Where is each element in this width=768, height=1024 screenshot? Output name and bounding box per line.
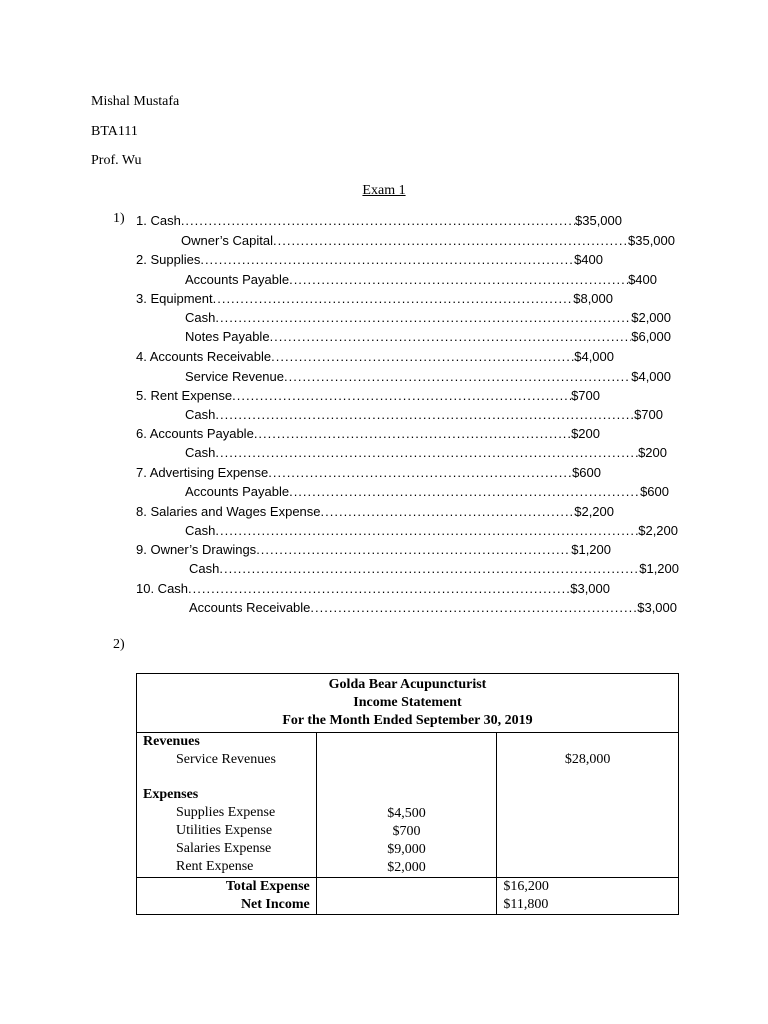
debit-amount: $700	[571, 388, 600, 403]
journal-line	[136, 500, 614, 519]
dot-leader	[268, 465, 572, 480]
expense-amount: $700	[392, 824, 421, 839]
dot-leader	[271, 349, 574, 364]
question-1-number: 1)	[113, 211, 125, 226]
dot-leader	[270, 329, 632, 344]
account-label: 10. Cash	[136, 581, 189, 596]
account-label: 8. Salaries and Wages Expense	[136, 504, 321, 519]
account-label: Owner’s Capital	[181, 233, 274, 248]
dot-leader	[256, 542, 571, 557]
debit-amount: $600	[572, 465, 601, 480]
dot-leader	[254, 426, 571, 441]
journal-line	[185, 268, 657, 287]
dot-leader	[273, 233, 628, 248]
debit-amount: $4,000	[574, 349, 614, 364]
dot-leader	[284, 369, 631, 384]
net-income-label: Net Income	[240, 897, 310, 912]
journal-line	[185, 306, 671, 325]
totals-amounts-cell	[497, 878, 679, 915]
account-label: Cash	[185, 310, 216, 325]
account-label: 4. Accounts Receivable	[136, 349, 272, 364]
account-label: 9. Owner’s Drawings	[136, 542, 257, 557]
journal-line	[136, 345, 614, 364]
dot-leader	[215, 310, 631, 325]
account-label: 3. Equipment	[136, 291, 213, 306]
credit-amount: $600	[640, 484, 669, 499]
service-revenues-label: Service Revenues	[176, 752, 276, 767]
dot-leader	[232, 388, 571, 403]
journal-line	[185, 365, 671, 384]
statement-period: For the Month Ended September 30, 2019	[282, 713, 533, 728]
journal-line	[136, 209, 622, 228]
dot-leader	[215, 523, 638, 538]
credit-amount: $1,200	[639, 561, 679, 576]
dot-leader	[188, 581, 570, 596]
dot-leader	[215, 445, 638, 460]
labels-cell	[137, 733, 317, 878]
student-name: Mishal Mustafa	[91, 94, 180, 109]
account-label: 7. Advertising Expense	[136, 465, 269, 480]
debit-amount: $8,000	[573, 291, 613, 306]
account-label: Cash	[185, 407, 216, 422]
expense-amount: $9,000	[387, 842, 426, 857]
table-row	[137, 733, 679, 878]
dot-leader	[200, 252, 574, 267]
expense-label: Rent Expense	[176, 859, 254, 874]
total-expense-label: Total Expense	[225, 879, 310, 894]
account-label: Cash	[189, 561, 220, 576]
expense-amounts-cell	[316, 733, 497, 878]
professor-name: Prof. Wu	[91, 153, 142, 168]
credit-amount: $3,000	[637, 600, 677, 615]
journal-line	[136, 248, 603, 267]
table-row	[137, 878, 679, 915]
course-code: BTA111	[91, 124, 138, 139]
dot-leader	[219, 561, 639, 576]
journal-line	[136, 422, 600, 441]
journal-line	[185, 441, 667, 460]
totals-labels-cell	[137, 878, 317, 915]
journal-line	[181, 229, 675, 248]
debit-amount: $2,200	[574, 504, 614, 519]
credit-amount: $200	[638, 445, 667, 460]
question-2-number: 2)	[113, 637, 125, 652]
credit-amount: $6,000	[631, 329, 671, 344]
dot-leader	[289, 272, 628, 287]
account-label: Notes Payable	[185, 329, 270, 344]
debit-amount: $3,000	[570, 581, 610, 596]
dot-leader	[289, 484, 640, 499]
account-label: Cash	[185, 523, 216, 538]
empty-cell	[316, 878, 497, 915]
journal-line	[189, 596, 677, 615]
debit-amount: $1,200	[571, 542, 611, 557]
statement-name: Income Statement	[353, 695, 462, 710]
dot-leader	[213, 291, 574, 306]
revenues-heading: Revenues	[143, 734, 200, 749]
expense-amount: $2,000	[387, 860, 426, 875]
account-label: Cash	[185, 445, 216, 460]
account-label: 1. Cash	[136, 213, 181, 228]
service-revenues-amount: $28,000	[564, 752, 611, 767]
debit-amount: $35,000	[575, 213, 622, 228]
expense-label: Utilities Expense	[176, 823, 273, 838]
expense-label: Salaries Expense	[176, 841, 272, 856]
journal-line	[136, 577, 610, 596]
expense-amount: $4,500	[387, 806, 426, 821]
account-label: 6. Accounts Payable	[136, 426, 254, 441]
company-name: Golda Bear Acupuncturist	[328, 677, 487, 692]
journal-line	[136, 384, 600, 403]
expense-label: Supplies Expense	[176, 805, 276, 820]
account-label: 2. Supplies	[136, 252, 201, 267]
income-statement	[136, 673, 679, 915]
credit-amount: $2,000	[631, 310, 671, 325]
journal-line	[136, 538, 611, 557]
credit-amount: $2,200	[638, 523, 678, 538]
account-label: Service Revenue	[185, 369, 284, 384]
credit-amount: $4,000	[631, 369, 671, 384]
statement-header	[137, 674, 679, 733]
debit-amount: $400	[574, 252, 603, 267]
expenses-heading: Expenses	[143, 787, 199, 802]
credit-amount: $400	[628, 272, 657, 287]
dot-leader	[215, 407, 634, 422]
credit-amount: $700	[634, 407, 663, 422]
journal-line	[136, 461, 601, 480]
account-label: Accounts Receivable	[189, 600, 311, 615]
journal-line	[185, 325, 671, 344]
journal-line	[185, 403, 663, 422]
exam-title: Exam 1	[362, 183, 406, 198]
credit-amount: $35,000	[628, 233, 675, 248]
dot-leader	[310, 600, 637, 615]
dot-leader	[181, 213, 575, 228]
dot-leader	[321, 504, 575, 519]
account-label: Accounts Payable	[185, 484, 290, 499]
journal-line	[136, 287, 613, 306]
net-income-amount: $11,800	[503, 897, 549, 912]
account-label: 5. Rent Expense	[136, 388, 233, 403]
journal-line	[189, 557, 679, 576]
account-label: Accounts Payable	[185, 272, 290, 287]
debit-amount: $200	[571, 426, 600, 441]
journal-line	[185, 480, 669, 499]
total-expense-amount: $16,200	[503, 879, 549, 894]
journal-line	[185, 519, 678, 538]
revenue-amount-cell	[497, 733, 679, 878]
